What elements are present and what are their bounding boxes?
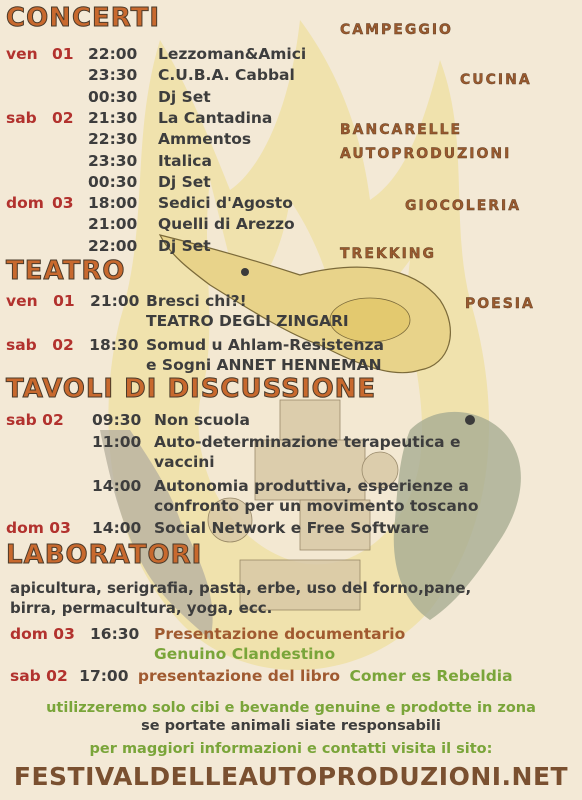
day: dom: [6, 194, 44, 212]
discussion-topic: Non scuola: [154, 411, 250, 429]
performer: Sedici d'Agosto: [158, 194, 293, 212]
activity-poesia: POESIA: [465, 296, 535, 312]
teatro-title: TEATRO: [6, 256, 126, 286]
activity-cucina: CUCINA: [460, 72, 532, 88]
day: ven: [6, 292, 38, 310]
day-number: 01: [52, 45, 74, 63]
performer: La Cantadina: [158, 109, 273, 127]
time: 00:30: [88, 88, 138, 106]
activity-autoproduzioni: AUTOPRODUZIONI: [340, 146, 512, 162]
tavoli-title: TAVOLI DI DISCUSSIONE: [6, 374, 377, 404]
activity-trekking: TREKKING: [340, 246, 437, 262]
performer: C.U.B.A. Cabbal: [158, 66, 295, 84]
day: sab 02: [6, 411, 64, 429]
performer: Ammentos: [158, 130, 252, 148]
teatro-title-line: Somud u Ahlam-Resistenza: [146, 336, 384, 354]
day: ven: [6, 45, 38, 63]
discussion-topic-cont: confronto per un movimento toscano: [154, 497, 479, 515]
teatro-row: [6, 335, 139, 355]
time: 16:30: [90, 625, 140, 643]
performer: Dj Set: [158, 237, 211, 255]
day: sab 02: [10, 667, 68, 685]
footer-note-animals: se portate animali siate responsabili: [141, 718, 441, 734]
discussion-topic: Autonomia produttiva, esperienze a: [154, 477, 469, 495]
teatro-company-line: e Sogni ANNET HENNEMAN: [146, 356, 382, 374]
time: 22:00: [88, 237, 138, 255]
teatro-title-line: Bresci chi?!: [146, 292, 247, 310]
time: 17:00: [79, 667, 129, 685]
laboratori-list-line: birra, permacultura, yoga, ecc.: [10, 599, 273, 617]
concerti-title: CONCERTI: [6, 3, 161, 33]
footer-info: per maggiori informazioni e contatti visita il sito:: [89, 741, 493, 757]
website-link[interactable]: FESTIVALDELLEAUTOPRODUZIONI.NET: [13, 762, 569, 791]
day: sab: [6, 336, 37, 354]
teatro-company-line: TEATRO DEGLI ZINGARI: [146, 312, 349, 330]
footer-note-food: utilizzeremo solo cibi e bevande genuine e prodotte in zona: [46, 700, 536, 716]
activity-campeggio: CAMPEGGIO: [340, 22, 453, 38]
day-number: 02: [52, 109, 74, 127]
time: 21:30: [88, 109, 138, 127]
day-number: 03: [52, 194, 74, 212]
day: dom 03: [10, 625, 75, 643]
event-title: presentazione del libro: [137, 667, 341, 685]
discussion-topic-cont: vaccini: [154, 453, 215, 471]
time: 22:00: [88, 45, 138, 63]
time: 09:30: [92, 411, 142, 429]
time: 11:00: [92, 433, 142, 451]
time: 21:00: [88, 215, 138, 233]
event-row: [10, 666, 513, 686]
time: 14:00: [92, 519, 142, 537]
time: 23:30: [88, 152, 138, 170]
time: 23:30: [88, 66, 138, 84]
event-subtitle: Genuino Clandestino: [154, 645, 336, 663]
event-highlight: Comer es Rebeldia: [349, 667, 513, 685]
day-number: 02: [52, 336, 74, 354]
laboratori-list-line: apicultura, serigrafia, pasta, erbe, uso del forno,pane,: [10, 579, 472, 597]
time: 18:00: [88, 194, 138, 212]
teatro-row: [6, 291, 139, 311]
day: dom 03: [6, 519, 71, 537]
laboratori-title: LABORATORI: [6, 540, 203, 570]
performer: Quelli di Arezzo: [158, 215, 295, 233]
time: 14:00: [92, 477, 142, 495]
performer: Dj Set: [158, 173, 211, 191]
performer: Dj Set: [158, 88, 211, 106]
discussion-topic: Social Network e Free Software: [154, 519, 430, 537]
day: sab: [6, 109, 37, 127]
event-title: Presentazione documentario: [154, 625, 406, 643]
activity-giocoleria: GIOCOLERIA: [405, 198, 522, 214]
time: 21:00: [90, 292, 140, 310]
time: 00:30: [88, 173, 138, 191]
performer: Italica: [158, 152, 212, 170]
time: 22:30: [88, 130, 138, 148]
time: 18:30: [89, 336, 139, 354]
activity-bancarelle: BANCARELLE: [340, 122, 463, 138]
discussion-topic: Auto-determinazione terapeutica e: [154, 433, 461, 451]
performer: Lezzoman&Amici: [158, 45, 307, 63]
day-number: 01: [53, 292, 75, 310]
